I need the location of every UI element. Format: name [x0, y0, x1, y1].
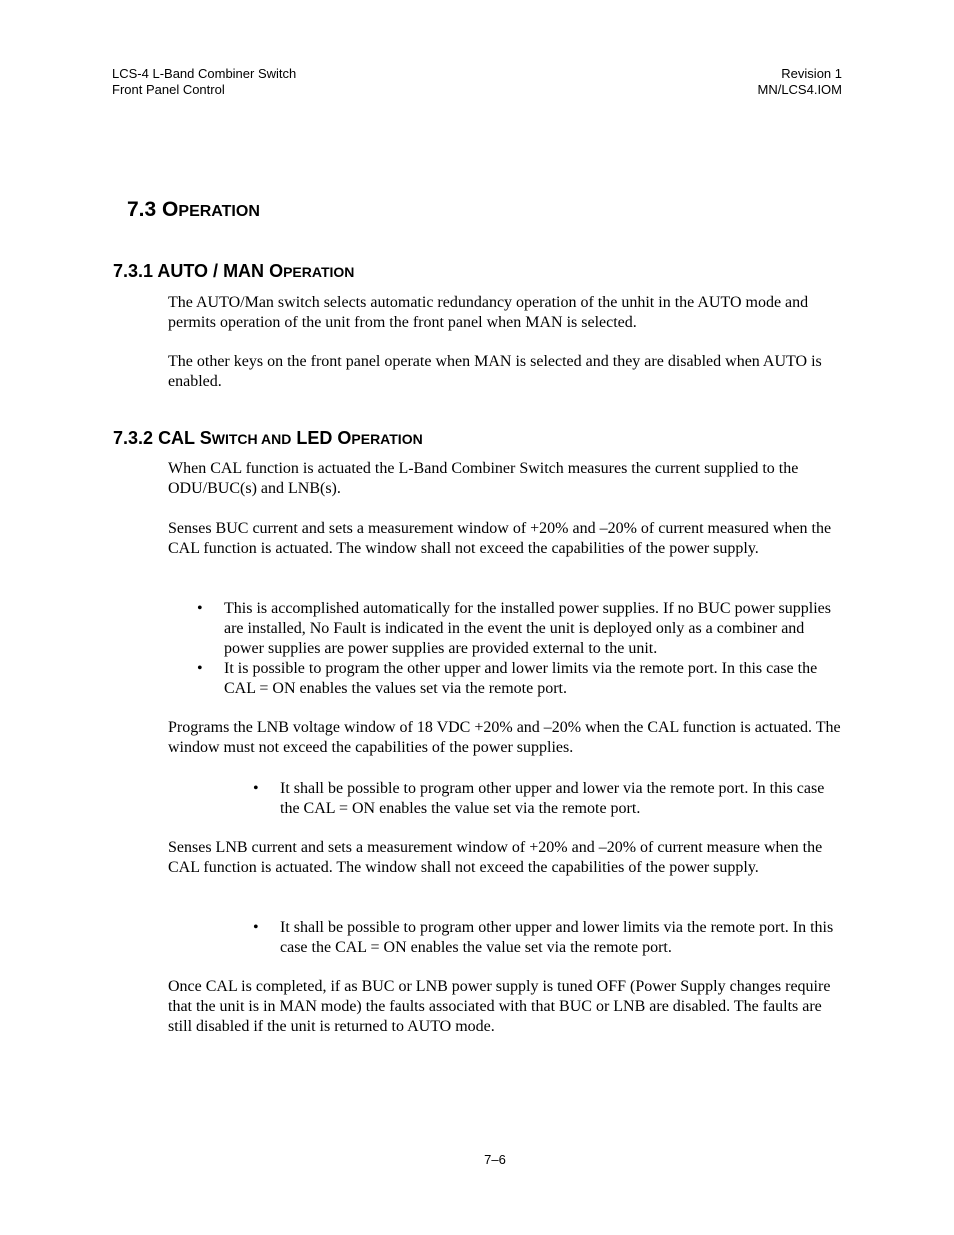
paragraph-lnb-voltage: Programs the LNB voltage window of 18 VDC +20% and –20% when the CAL function is actuated. The window must not exceed the capabilities of the power supplies.: [168, 719, 841, 756]
paragraph-cal-function: When CAL function is actuated the L-Band Combiner Switch measures the current supplied to the ODU/BUC(s) and LNB(s).: [168, 460, 799, 497]
list-item-text: It shall be possible to program other upper and lower limits via the remote port. In this case the CAL = ON enables the value set via the remote port.: [280, 919, 834, 956]
section-heading-7-3-1: [113, 259, 354, 284]
section-number: 7.3.2: [113, 428, 154, 448]
header-chapter-name: Front Panel Control: [112, 82, 225, 97]
bullet-icon: •: [197, 660, 203, 677]
list-item-text: It is possible to program the other upper and lower limits via the remote port. In this case the CAL = ON enables the values set via the remote port.: [224, 660, 818, 697]
heading-small-caps: PERATION: [178, 203, 260, 220]
heading-initial: O: [162, 198, 179, 221]
header-revision: Revision 1: [781, 66, 842, 81]
list-item: [253, 918, 840, 958]
header-document-id: MN/LCS4.IOM: [757, 82, 842, 97]
running-header-left: [112, 66, 296, 98]
bullet-icon: •: [197, 600, 203, 617]
bullet-icon: •: [253, 780, 259, 797]
list-item: [197, 599, 846, 658]
paragraph-buc-current: Senses BUC current and sets a measurement window of +20% and –20% of current measured when the CAL function is actuated. The window shall not exceed the capabilities of the power supply.: [168, 520, 832, 557]
list-item: [197, 659, 846, 699]
page-number: 7–6: [484, 1152, 506, 1167]
heading-small-caps: PERATION: [283, 264, 355, 280]
heading-initial: O: [337, 428, 352, 448]
running-header-right: [757, 66, 842, 98]
paragraph-front-panel-keys: The other keys on the front panel operate when MAN is selected and they are disabled when AUTO is enabled.: [168, 353, 822, 390]
section-heading-7-3-2: [113, 426, 423, 451]
list-item-text: This is accomplished automatically for the installed power supplies. If no BUC power supplies are installed, No Fault is indicated in the event the unit is deployed only as a combiner and power supplies are power supplies are provided external to the unit.: [224, 600, 831, 657]
section-number: 7.3: [127, 198, 157, 221]
section-number: 7.3.1: [113, 261, 154, 281]
heading-small-caps: PERATION: [351, 431, 423, 447]
heading-initial: S: [199, 428, 212, 448]
list-item-text: It shall be possible to program other upper and lower via the remote port. In this case the CAL = ON enables the value set via the remote port.: [280, 780, 825, 817]
paragraph-lnb-current: Senses LNB current and sets a measurement window of +20% and –20% of current measure when the CAL function is actuated. The window shall not exceed the capabilities of the power supply.: [168, 839, 823, 876]
list-item: [253, 779, 840, 819]
section-heading-7-3: [127, 196, 260, 226]
heading-main: AUTO / MAN: [157, 261, 265, 281]
heading-led: LED: [296, 428, 333, 448]
bullet-icon: •: [253, 919, 259, 936]
heading-initial: O: [269, 261, 284, 281]
header-product-name: LCS-4 L-Band Combiner Switch: [112, 66, 297, 81]
paragraph-auto-man-switch: The AUTO/Man switch selects automatic redundancy operation of the unhit in the AUTO mode and permits operation of the unit from the front panel when MAN is selected.: [168, 294, 809, 331]
paragraph-cal-completed: Once CAL is completed, if as BUC or LNB power supply is tuned OFF (Power Supply changes require that the unit is in MAN mode) the faults associated with that BUC or LNB are disabled. The faults are still disabled if the unit is returned to AUTO mode.: [168, 978, 831, 1035]
heading-small-caps: WITCH AND: [211, 431, 292, 447]
heading-cal: CAL: [158, 428, 195, 448]
